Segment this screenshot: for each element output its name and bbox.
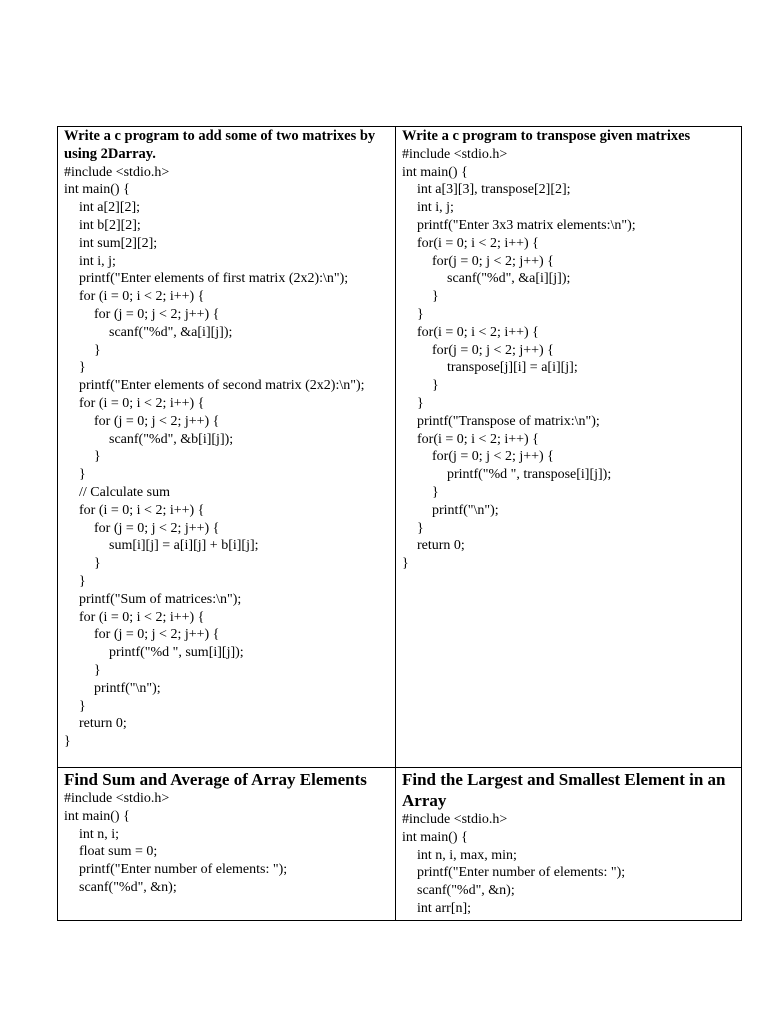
code-line: printf("Sum of matrices:\n");	[79, 591, 242, 607]
code-block	[402, 146, 741, 573]
code-line: }	[94, 449, 101, 465]
code-line: printf("Enter number of elements: ");	[79, 862, 288, 878]
code-line: #include <stdio.h>	[402, 812, 508, 827]
cell-matrix-sum	[58, 127, 396, 768]
code-line: int main() {	[64, 182, 130, 198]
code-line: int main() {	[402, 164, 468, 180]
code-line: }	[417, 520, 424, 536]
cell-title: Find the Largest and Smallest Element in an Array	[402, 770, 726, 810]
code-line: }	[432, 289, 439, 305]
code-line: }	[64, 734, 71, 750]
code-line: int n, i;	[79, 826, 120, 842]
cell-matrix-transpose	[396, 127, 742, 768]
code-line: for(j = 0; j < 2; j++) {	[432, 449, 554, 465]
code-block	[64, 790, 395, 897]
code-line: #include <stdio.h>	[64, 164, 170, 180]
code-line: transpose[j][i] = a[i][j];	[447, 360, 578, 376]
code-line: }	[79, 467, 86, 483]
code-line: scanf("%d", &b[i][j]);	[109, 431, 234, 447]
code-line: for(j = 0; j < 2; j++) {	[432, 342, 554, 358]
code-line: for (j = 0; j < 2; j++) {	[94, 413, 220, 429]
code-line: float sum = 0;	[79, 844, 158, 860]
code-line: }	[432, 484, 439, 500]
code-line: for(i = 0; i < 2; i++) {	[417, 431, 539, 447]
cell-title: Write a c program to transpose given matrixes	[402, 128, 691, 144]
code-line: }	[432, 378, 439, 394]
code-line: // Calculate sum	[79, 484, 170, 500]
code-line: int i, j;	[417, 200, 454, 216]
code-line: }	[79, 360, 86, 376]
code-line: for (j = 0; j < 2; j++) {	[94, 627, 220, 643]
code-line: int n, i, max, min;	[417, 847, 517, 863]
code-line: for (i = 0; i < 2; i++) {	[79, 609, 205, 625]
code-line: scanf("%d", &n);	[79, 879, 177, 895]
code-line: for(j = 0; j < 2; j++) {	[432, 253, 554, 269]
code-line: for (j = 0; j < 2; j++) {	[94, 520, 220, 536]
code-line: printf("%d ", transpose[i][j]);	[447, 467, 612, 483]
code-line: }	[417, 306, 424, 322]
code-line: }	[417, 395, 424, 411]
code-line: printf("Enter elements of second matrix (2x2):\n");	[79, 378, 365, 394]
table-row	[58, 768, 742, 921]
code-line: #include <stdio.h>	[64, 791, 170, 806]
code-line: printf("Transpose of matrix:\n");	[417, 413, 600, 429]
code-block	[402, 811, 741, 918]
code-block	[64, 164, 395, 751]
code-line: }	[94, 662, 101, 678]
code-line: for (i = 0; i < 2; i++) {	[79, 502, 205, 518]
code-line: int a[2][2];	[79, 200, 141, 216]
cell-array-sum-average	[58, 768, 396, 921]
code-line: int i, j;	[79, 253, 116, 269]
code-line: }	[79, 698, 86, 714]
code-line: int arr[n];	[417, 900, 472, 916]
code-line: return 0;	[417, 538, 465, 554]
code-line: }	[94, 342, 101, 358]
document-table	[57, 126, 742, 921]
code-line: printf("Enter 3x3 matrix elements:\n");	[417, 217, 636, 233]
code-line: scanf("%d", &a[i][j]);	[447, 271, 571, 287]
code-line: scanf("%d", &a[i][j]);	[109, 324, 233, 340]
code-line: int b[2][2];	[79, 217, 141, 233]
cell-array-largest-smallest	[396, 768, 742, 921]
code-line: }	[94, 556, 101, 572]
code-line: printf("\n");	[94, 680, 161, 696]
code-line: int sum[2][2];	[79, 235, 158, 251]
code-line: #include <stdio.h>	[402, 146, 508, 162]
code-line: printf("\n");	[432, 502, 499, 518]
code-line: int a[3][3], transpose[2][2];	[417, 182, 571, 198]
code-line: }	[79, 573, 86, 589]
code-line: sum[i][j] = a[i][j] + b[i][j];	[109, 538, 259, 554]
code-line: int main() {	[402, 829, 468, 845]
code-line: int main() {	[64, 808, 130, 824]
cell-title: Write a c program to add some of two matrixes by using 2Darray.	[64, 128, 376, 162]
code-line: for(i = 0; i < 2; i++) {	[417, 235, 539, 251]
code-line: return 0;	[79, 716, 127, 732]
code-line: printf("%d ", sum[i][j]);	[109, 645, 244, 661]
code-line: for (i = 0; i < 2; i++) {	[79, 289, 205, 305]
code-line: printf("Enter elements of first matrix (2x2):\n");	[79, 271, 349, 287]
cell-title: Find Sum and Average of Array Elements	[64, 770, 367, 789]
code-line: for(i = 0; i < 2; i++) {	[417, 324, 539, 340]
code-line: for (i = 0; i < 2; i++) {	[79, 395, 205, 411]
code-line: printf("Enter number of elements: ");	[417, 865, 626, 881]
table-row	[58, 127, 742, 768]
code-line: for (j = 0; j < 2; j++) {	[94, 306, 220, 322]
code-line: scanf("%d", &n);	[417, 883, 515, 899]
code-line: }	[402, 556, 409, 572]
